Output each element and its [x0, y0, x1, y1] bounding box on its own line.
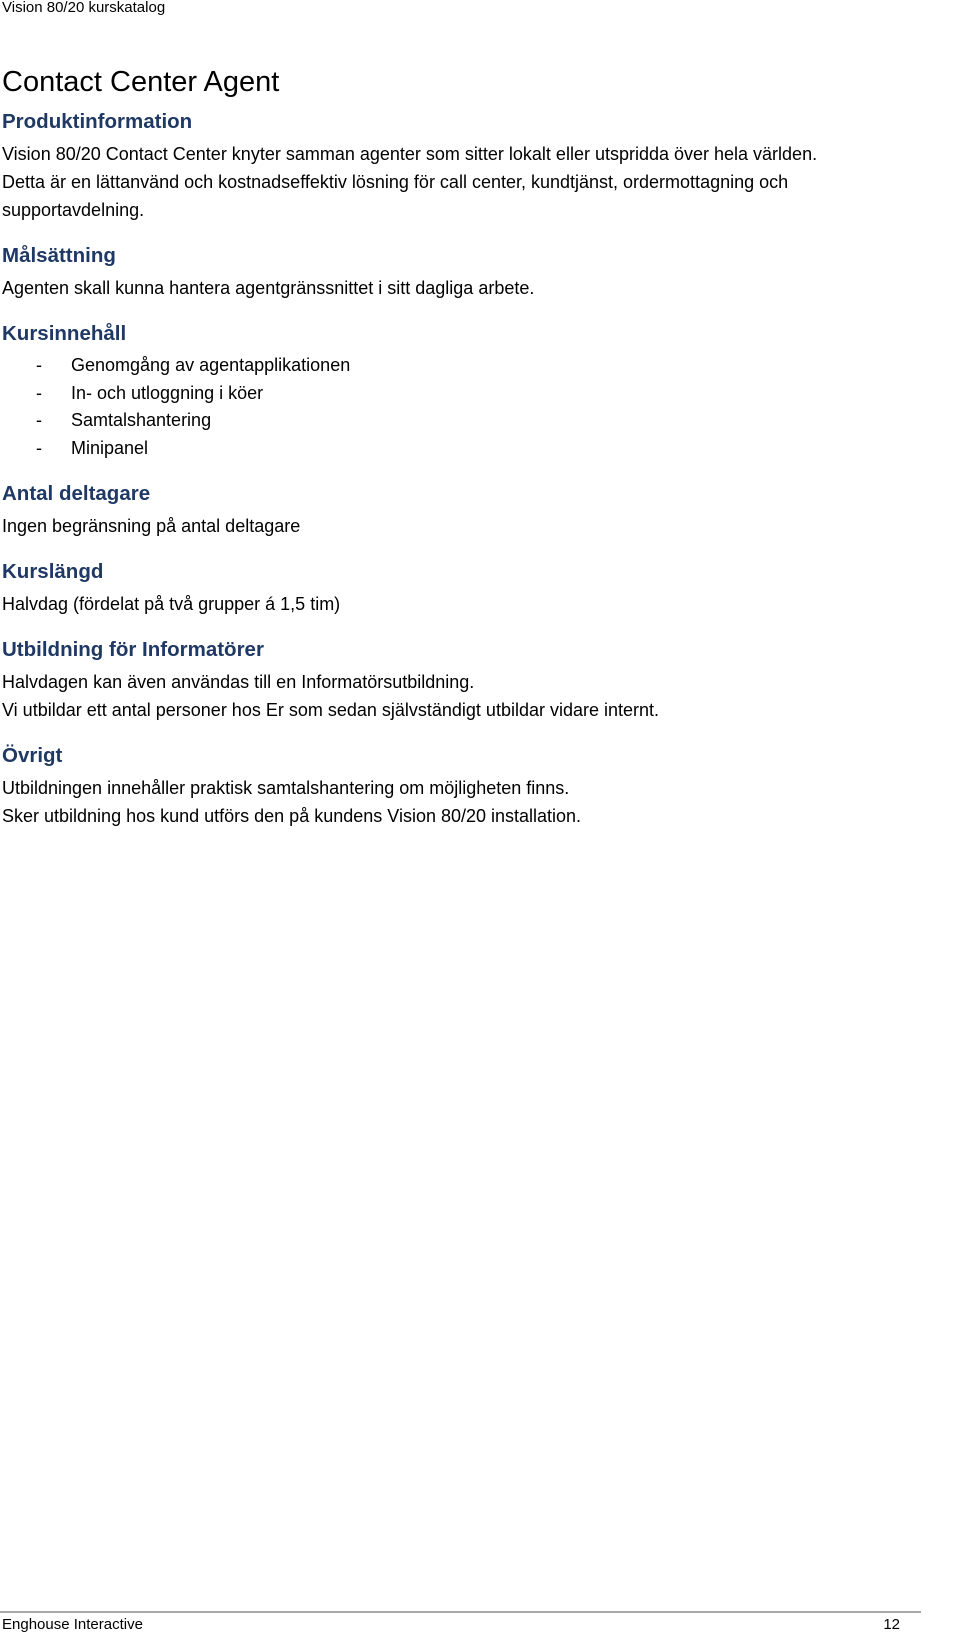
section-heading: Utbildning för Informatörer [2, 638, 264, 661]
document-title: Contact Center Agent [2, 66, 280, 98]
list-item [2, 352, 922, 380]
section-utbildning-informatorer [2, 636, 922, 724]
section-heading: Antal deltagare [2, 482, 151, 505]
section-ovrigt [2, 742, 922, 830]
document-body [2, 62, 922, 848]
bullet-dash: - [36, 437, 42, 458]
footer-divider [0, 1611, 921, 1613]
section-paragraph [2, 774, 922, 830]
list-item-text: Minipanel [71, 437, 149, 458]
text-line: Halvdagen kan även användas till en Informatörsutbildning. [2, 672, 475, 692]
text-line: supportavdelning. [2, 200, 145, 220]
running-header: Vision 80/20 kurskatalog [2, 0, 166, 16]
list-item [2, 407, 922, 435]
text-line: Utbildningen innehåller praktisk samtalshantering om möjligheten finns. [2, 778, 570, 798]
section-paragraph [2, 512, 922, 540]
list-item-text: Genomgång av agentapplikationen [71, 355, 351, 375]
section-heading: Produktinformation [2, 110, 193, 133]
list-item-text: In- och utloggning i köer [71, 382, 264, 403]
section-malsattning [2, 242, 922, 302]
list-item [2, 380, 922, 408]
section-kurslangd [2, 558, 922, 618]
list-item [2, 435, 922, 463]
section-produktinformation [2, 108, 922, 224]
section-antal-deltagare [2, 480, 922, 540]
text-line: Sker utbildning hos kund utförs den på kundens Vision 80/20 installation. [2, 806, 582, 826]
text-line: Ingen begränsning på antal deltagare [2, 516, 301, 536]
text-line: Vi utbildar ett antal personer hos Er som sedan självständigt utbildar vidare internt. [2, 700, 660, 720]
page-number: 12 [883, 1616, 900, 1633]
bullet-dash: - [36, 355, 42, 375]
section-paragraph [2, 140, 922, 224]
section-heading: Kursinnehåll [2, 322, 127, 345]
section-paragraph [2, 590, 922, 618]
section-heading: Övrigt [2, 744, 63, 767]
text-line: Agenten skall kunna hantera agentgränssnittet i sitt dagliga arbete. [2, 278, 535, 298]
section-heading: Kurslängd [2, 560, 104, 583]
bullet-dash: - [36, 382, 42, 403]
text-line: Halvdag (fördelat på två grupper á 1,5 tim) [2, 594, 341, 614]
footer-company: Enghouse Interactive [2, 1616, 143, 1633]
section-heading: Målsättning [2, 244, 116, 267]
list-item-text: Samtalshantering [71, 410, 212, 430]
section-paragraph [2, 274, 922, 302]
bullet-dash: - [36, 410, 42, 430]
section-kursinnehall [2, 320, 922, 462]
course-content-list [2, 352, 922, 462]
text-line: Vision 80/20 Contact Center knyter samman agenter som sitter lokalt eller utspridda över hela världen. [2, 144, 818, 164]
text-line: Detta är en lättanvänd och kostnadseffektiv lösning för call center, kundtjänst, ordermottagning och [2, 172, 789, 192]
section-paragraph [2, 668, 922, 724]
